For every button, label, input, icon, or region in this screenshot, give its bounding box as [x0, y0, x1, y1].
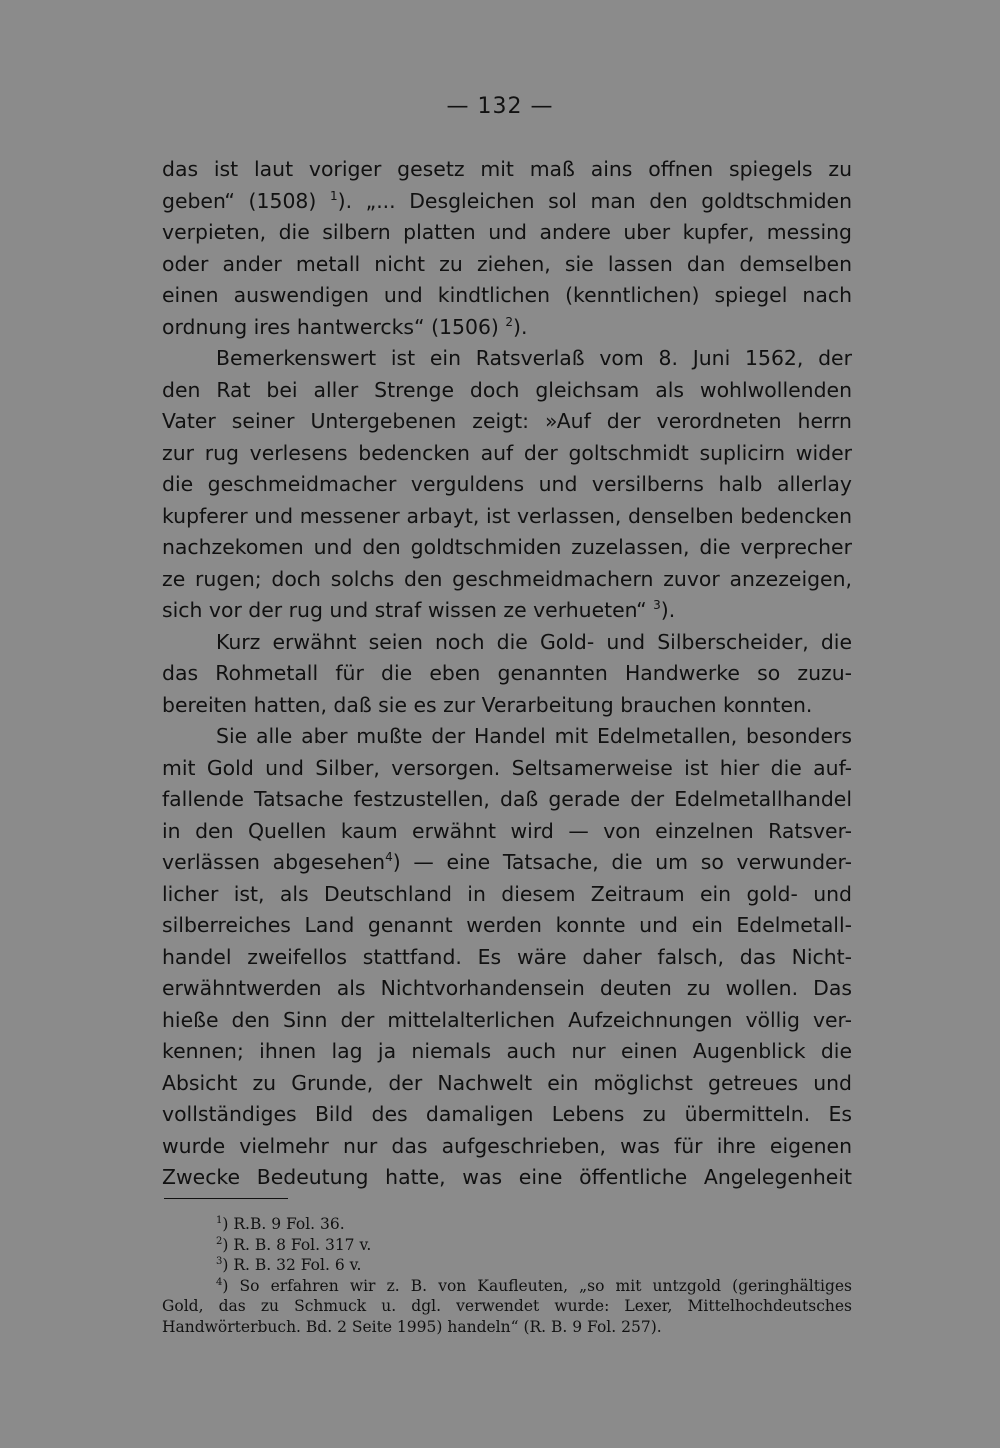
line-text: das ist laut voriger gesetz mit maß ains offnen spiegels zu	[162, 157, 852, 181]
text-line	[162, 249, 852, 281]
line-text: licher ist, als Deutschland in diesem Zeitraum ein gold- und	[162, 881, 852, 906]
line-text: einen auswendigen und kindtlichen (kenntlichen) spiegel nach	[162, 283, 852, 307]
text-line	[162, 532, 852, 564]
text-line	[162, 406, 852, 438]
line-text: .	[520, 314, 528, 339]
footnote-mark: 4	[216, 1276, 223, 1288]
line-text: in den Quellen kaum erwähnt wird — von einzelnen Ratsver-	[162, 818, 852, 843]
text-line	[162, 847, 852, 879]
text-line	[162, 1068, 852, 1100]
footnote-mark: 3	[216, 1256, 223, 1267]
text-line	[162, 627, 852, 659]
line-text: geben“ (1508)	[162, 188, 317, 213]
line-text: oder ander metall nicht zu ziehen, sie lassen dan demselben	[162, 251, 852, 276]
footnote-1	[162, 1214, 852, 1235]
text-line	[162, 564, 852, 596]
line-text: )	[392, 850, 401, 874]
footnote-text: ) R. B. 32 Fol. 6 v.	[222, 1256, 362, 1274]
line-text: die geschmeidmacher verguldens und versilberns halb allerlay	[162, 472, 852, 496]
line-text: erwähntwerden als Nichtvorhandensein deuten zu wollen. Das	[162, 976, 852, 1000]
line-text: )	[337, 188, 346, 213]
text-line	[162, 1131, 852, 1163]
text-line	[162, 1005, 852, 1037]
text-line	[162, 375, 852, 407]
footnote-ref[interactable]: 3	[653, 598, 661, 612]
text-line	[162, 595, 852, 627]
line-text: fallende Tatsache festzustellen, daß gerade der Edelmetallhandel	[162, 787, 852, 811]
line-text: verpieten, die silbern platten und andere uber kupfer, messing	[162, 220, 852, 244]
text-line	[162, 910, 852, 942]
text-line	[162, 1036, 852, 1068]
line-text: bereiten hatten, daß sie es zur Verarbeitung brauchen konnten.	[162, 692, 813, 717]
line-text: Bemerkenswert ist ein Ratsverlaß vom 8. Juni 1562, der	[216, 346, 852, 370]
footnote-3	[162, 1255, 852, 1276]
line-text: . „... Desgleichen sol man den goldtschmiden	[345, 188, 853, 213]
text-line	[162, 816, 852, 848]
text-line	[162, 186, 852, 218]
footnote-mark: 2	[216, 1235, 223, 1247]
footnote-4	[162, 1276, 852, 1297]
text-line	[162, 1099, 852, 1131]
text-line	[162, 1162, 852, 1194]
text-line	[162, 721, 852, 753]
footnote-text: Handwörterbuch. Bd. 2 Seite 1995) handeln“ (R. B. 9 Fol. 257).	[162, 1317, 662, 1336]
footnote-4-cont	[162, 1296, 852, 1317]
line-text: ).	[660, 598, 676, 622]
line-text: Zwecke Bedeutung hatte, was eine öffentliche Angelegenheit	[162, 1165, 852, 1189]
text-line	[162, 217, 852, 249]
line-text: verlässen abgesehen	[162, 850, 386, 874]
line-text: hieße den Sinn der mittelalterlichen Aufzeichnungen völlig ver-	[162, 1007, 852, 1032]
text-line	[162, 501, 852, 533]
text-line	[162, 469, 852, 501]
footnote-ref[interactable]: 1	[329, 188, 338, 203]
footnote-ref[interactable]: 4	[385, 850, 393, 864]
footnote-mark: 1	[216, 1215, 223, 1226]
line-text: nachzekomen und den goldtschmiden zuzelassen, die verprecher	[162, 535, 852, 559]
line-text: den Rat bei aller Strenge doch gleichsam als wohlwollenden	[162, 377, 852, 402]
footnote-text: ) R.B. 9 Fol. 36.	[222, 1215, 345, 1233]
line-text: silberreiches Land genannt werden konnte und ein Edelmetall-	[162, 913, 852, 937]
footnotes	[162, 1214, 852, 1337]
line-text: zur rug verlesens bedencken auf der goltschmidt suplicirn wider	[162, 440, 852, 465]
text-line	[162, 438, 852, 470]
footnote-ref[interactable]: 2	[505, 314, 513, 329]
page-number: — 132 —	[446, 94, 554, 119]
line-text: wurde vielmehr nur das aufgeschrieben, was für ihre eigenen	[162, 1133, 852, 1158]
text-line	[162, 784, 852, 816]
line-text: kennen; ihnen lag ja niemals auch nur einen Augenblick die	[162, 1039, 852, 1063]
text-line	[162, 658, 852, 690]
body-text	[162, 154, 852, 1194]
text-line	[162, 942, 852, 974]
text-line	[162, 154, 852, 186]
footnote-text: ) R. B. 8 Fol. 317 v.	[222, 1235, 372, 1254]
footnote-text: Gold, das zu Schmuck u. dgl. verwendet wurde: Lexer, Mittelhochdeutsches	[162, 1297, 852, 1315]
text-line	[162, 343, 852, 375]
text-line	[162, 879, 852, 911]
text-line	[162, 973, 852, 1005]
line-text: das Rohmetall für die eben genannten Handwerke so zuzu-	[162, 661, 852, 685]
line-text: ze rugen; doch solchs den geschmeidmachern zuvor anzezeigen,	[162, 566, 852, 591]
line-text: Absicht zu Grunde, der Nachwelt ein möglichst getreues und	[162, 1070, 852, 1095]
line-text: — eine Tatsache, die um so verwunder-	[413, 850, 852, 874]
line-text: mit Gold und Silber, versorgen. Seltsamerweise ist hier die auf-	[162, 755, 852, 780]
line-text: Vater seiner Untergebenen zeigt: »Auf der verordneten herrn	[162, 409, 852, 433]
line-text: handel zweifellos stattfand. Es wäre daher falsch, das Nicht-	[162, 944, 852, 969]
line-text: sich vor der rug und straf wissen ze verhueten“	[162, 598, 647, 622]
line-text: vollständiges Bild des damaligen Lebens zu übermitteln. Es	[162, 1102, 852, 1126]
text-line	[162, 312, 852, 344]
footnote-text: ) So erfahren wir z. B. von Kaufleuten, „so mit untzgold (geringhältiges	[222, 1276, 852, 1295]
text-line	[162, 753, 852, 785]
footnote-4-cont	[162, 1317, 852, 1338]
footnote-divider	[164, 1198, 288, 1199]
line-text: kupferer und messener arbayt, ist verlassen, denselben bedencken	[162, 503, 852, 528]
line-text: Sie alle aber mußte der Handel mit Edelmetallen, besonders	[216, 724, 852, 748]
line-text: Kurz erwähnt seien noch die Gold- und Silberscheider, die	[216, 629, 852, 654]
line-text: ordnung ires hantwercks“ (1506)	[162, 314, 499, 339]
text-line	[162, 280, 852, 312]
text-line	[162, 690, 852, 722]
line-text: )	[513, 314, 521, 339]
footnote-2	[162, 1235, 852, 1256]
